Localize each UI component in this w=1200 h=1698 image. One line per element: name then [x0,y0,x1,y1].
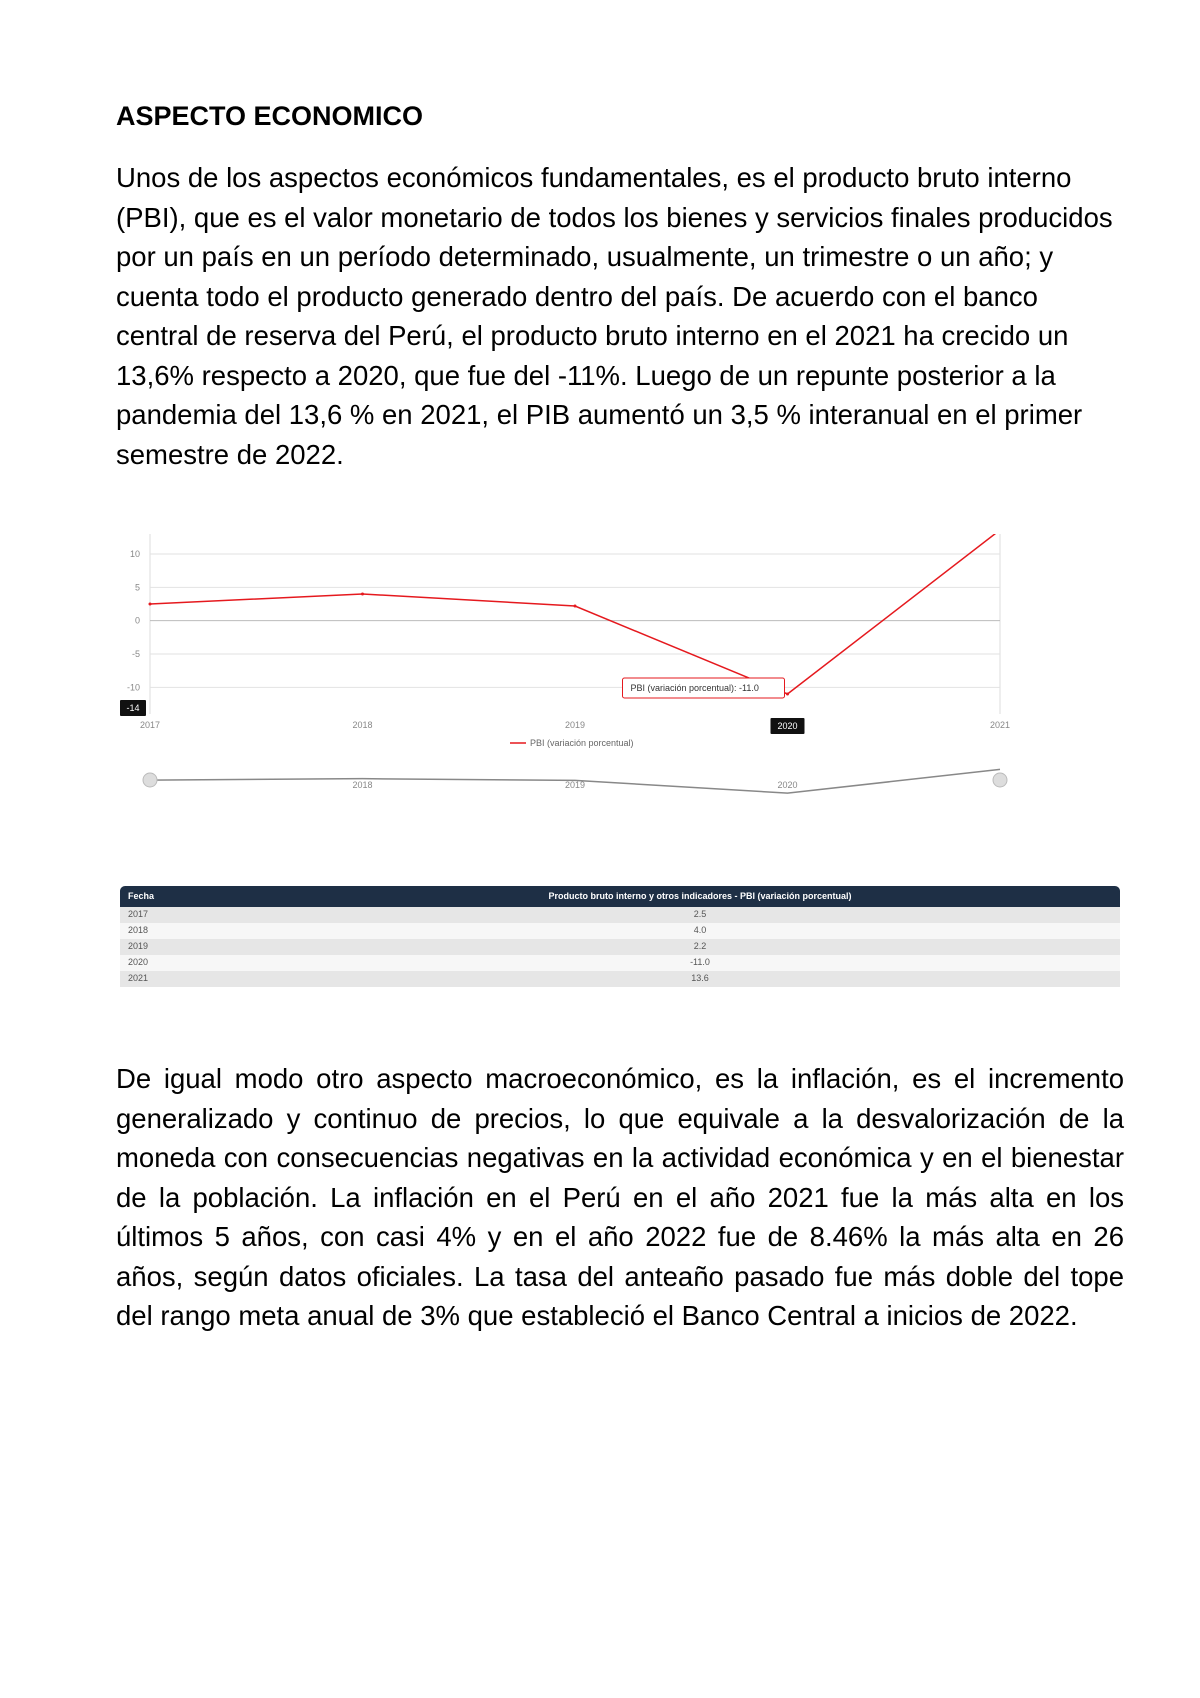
pbi-chart-figure [120,534,1120,984]
table-row [120,939,1120,955]
data-point [786,693,789,696]
table-cell: 2.5 [693,909,707,919]
navigator-label: 2018 [352,780,373,790]
paragraph-pbi: Unos de los aspectos económicos fundamentales, es el producto bruto interno (PBI), que es el valor monetario de todos los bienes y servicios finales producidos por un país en un período determinado, usualmente, un trimestre o un año; y cuenta todo el producto generado dentro del país. De acuerdo con el banco central de reserva del Perú, el producto bruto interno en el 2021 ha crecido un 13,6% respecto a 2020, que fue del -11%. Luego de un repunte posterior a la pandemia del 13,6 % en 2021, el PIB aumentó un 3,5 % interanual en el primer semestre de 2022. [116,162,1113,470]
pbi-line-chart [120,534,1120,884]
pbi-series-line [150,534,1000,694]
x-tick-label: 2017 [139,720,161,730]
table-cell: 4.0 [693,925,707,935]
crosshair-x-label: 2020 [777,721,798,731]
table-header-cell: Fecha [128,891,155,901]
y-tick-label: -10 [126,682,140,693]
y-tick-label: -5 [131,649,140,659]
navigator-label: 2019 [564,780,586,790]
table-cell: 2021 [128,973,149,983]
x-tick-label: 2019 [564,720,586,730]
table-cell: 13.6 [691,973,709,983]
table-row [120,923,1120,939]
y-tick-label: 10 [129,549,140,559]
table-header [120,886,1120,907]
table-cell: 2018 [128,925,149,935]
navigator-label: 2020 [777,780,798,790]
table-cell: 2.2 [693,941,707,951]
table-cell: 2017 [128,909,149,919]
section-heading: ASPECTO ECONOMICO [116,101,424,131]
table-row [120,907,1120,923]
data-point [361,593,364,596]
crosshair-y-label: -14 [126,703,140,713]
data-point [149,603,152,606]
x-tick-label: 2018 [352,720,373,730]
table-header-cell: Producto bruto interno y otros indicadores - PBI (variación porcentual) [548,891,852,901]
paragraph-inflacion: De igual modo otro aspecto macroeconómico, es la inflación, es el incremento generalizado y continuo de precios, lo que equivale a la desvalorización de la moneda con consecuencias negativas en la actividad económica y en el bienestar de la población. La inflación en el Perú en el año 2021 fue la más alta en los últimos 5 años, con casi 4% y en el año 2022 fue de 8.46% la más alta en 26 años, según datos oficiales. La tasa del anteaño pasado fue más doble del tope del rango meta anual de 3% que estableció el Banco Central a inicios de 2022. [116,1063,1124,1331]
navigator-left-handle [143,773,157,787]
legend-label: PBI (variación porcentual) [530,738,634,748]
table-cell: -11.0 [690,957,710,967]
tooltip-label: PBI (variación porcentual): -11.0 [630,683,759,693]
data-point [574,605,577,608]
table-cell: 2019 [128,941,149,951]
y-tick-label: 0 [134,615,140,626]
y-tick-label: 5 [134,582,140,593]
table-row [120,971,1120,987]
table-row [120,955,1120,971]
x-tick-label: 2021 [989,720,1011,730]
navigator-right-handle [993,773,1007,787]
table-cell: 2020 [128,957,149,967]
